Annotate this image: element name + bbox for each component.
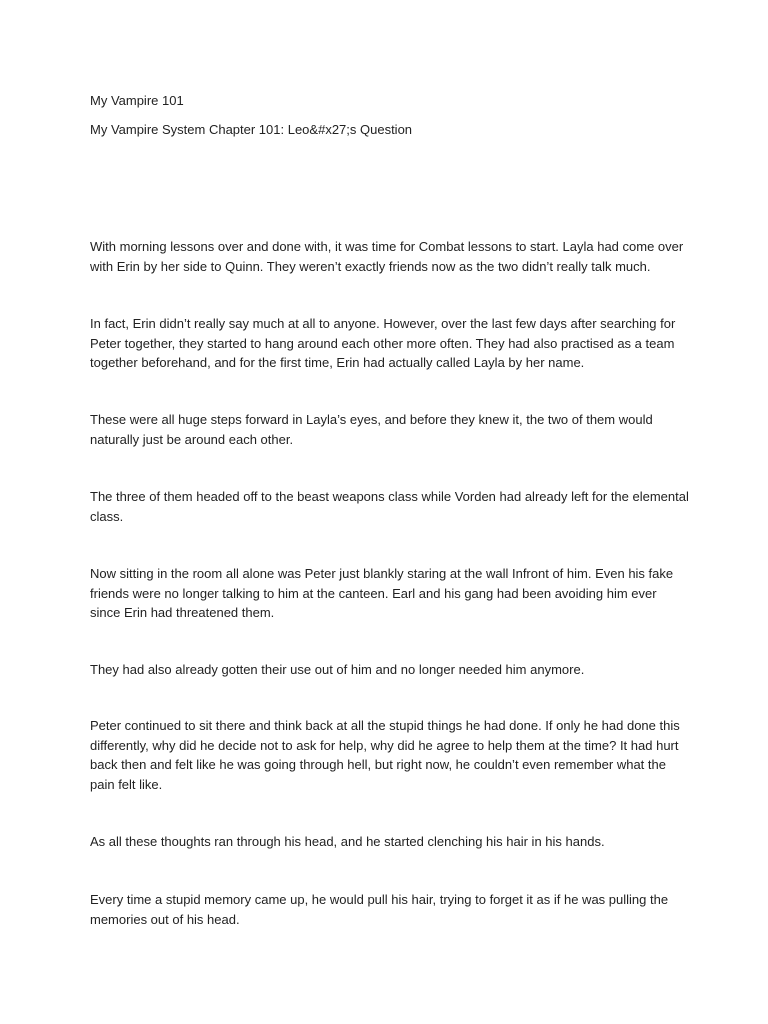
paragraph: Now sitting in the room all alone was Peter just blankly staring at the wall Infront of him. Even his fake friends were no longer talking to him at the canteen. Earl and his gang had been avoiding him ever since Erin had threatened them.	[90, 566, 674, 620]
paragraph: As all these thoughts ran through his head, and he started clenching his hair in his hands.	[90, 834, 605, 849]
paragraph: With morning lessons over and done with, it was time for Combat lessons to start. Layla had come over with Erin by her side to Quinn. They weren’t exactly friends now as the two didn’t really talk much.	[90, 239, 684, 274]
paragraph: In fact, Erin didn’t really say much at all to anyone. However, over the last few days after searching for Peter together, they started to hang around each other more often. They had also practised as a team together beforehand, and for the first time, Erin had actually called Layla by her name.	[90, 316, 676, 370]
paragraph: They had also already gotten their use out of him and no longer needed him anymore.	[90, 662, 585, 677]
paragraph: The three of them headed off to the beast weapons class while Vorden had already left for the elemental class.	[90, 489, 689, 524]
paragraph: Peter continued to sit there and think back at all the stupid things he had done. If only he had done this differently, why did he decide not to ask for help, why did he agree to help them at the time? It had hurt back then and felt like he was going through hell, but right now, he couldn’t even remember what the pain felt like.	[90, 718, 680, 792]
chapter-title: My Vampire System Chapter 101: Leo&#x27;s Question	[90, 122, 413, 137]
paragraph: Every time a stupid memory came up, he would pull his hair, trying to forget it as if he was pulling the memories out of his head.	[90, 892, 669, 927]
document-title: My Vampire 101	[90, 93, 184, 108]
paragraph: These were all huge steps forward in Layla’s eyes, and before they knew it, the two of them would naturally just be around each other.	[90, 412, 653, 447]
